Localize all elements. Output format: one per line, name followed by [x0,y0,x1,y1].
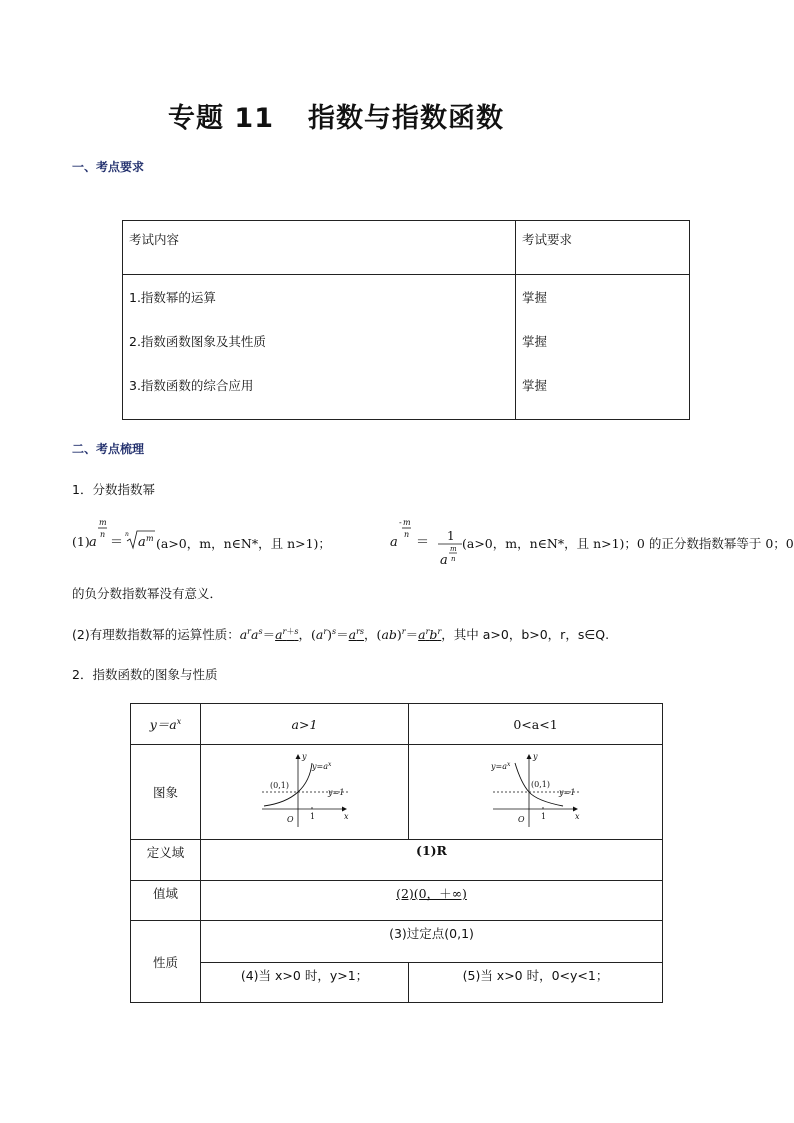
formula-condition-2: (a>0，m，n∈N*，且 n>1)；0 的正分数指数幂等于 0；0 [462,536,794,551]
graph-origin-label: O [517,815,525,824]
svg-text:a: a [138,535,146,550]
table-body-row [123,275,690,420]
formula-line-1-continued: 的负分数指数幂没有意义． [72,586,223,601]
header-function-label: y＝a [149,717,177,732]
property-increasing: (4)当 x>0 时，y>1； [201,963,409,1003]
formula-line-2: (2)有理数指数幂的运算性质：$a^ra^s=a^{r+s}$，$(a^r)^s=a^{rs}$，$(ab)^r=a^rb^r$，其中 a>0，b>0，r，s∈Q. [72,626,610,642]
row-label-range: 值域 [131,881,201,921]
formula-line-1 [72,516,794,568]
graph-curve-exp: x [327,761,331,768]
domain-row [131,840,663,881]
section-heading-summary: 二、考点梳理 [72,442,145,456]
formula-label-2: (2)有理数指数幂的运算性质： [72,627,240,642]
svg-text:＝: ＝ [110,535,124,550]
range-row [131,881,663,921]
case-a-lt-1-label: 0<a<1 [513,716,558,732]
requirement-item: 掌握 [522,290,548,305]
graph-curve-label [311,761,332,771]
svg-text:m: m [99,518,107,527]
graph-curve-base: y=a [311,762,328,771]
case-a-gt-1-label: a>1 [291,716,318,732]
range-value [201,881,663,921]
graph-one-label: 1 [540,812,546,821]
svg-text:a: a [89,535,97,550]
title-number: 11 [234,103,274,134]
formula-negative-power [390,516,470,568]
section-heading-requirements: 一、考点要求 [72,160,145,174]
requirement-item: 掌握 [522,334,548,349]
svg-text:a: a [440,553,448,568]
graph-cell-decreasing [409,745,663,840]
property-decreasing: (5)当 x>0 时，0<y<1； [409,963,663,1003]
row-label-graph: 图象 [131,745,201,840]
svg-text:n: n [451,555,456,563]
properties-detail-row [131,963,663,1003]
header-case-a-lt-1 [409,704,663,745]
title-prefix: 专题 [168,103,224,134]
svg-text:＝: ＝ [416,535,430,550]
graph-y-label: y [532,753,538,761]
svg-text:m: m [450,545,457,553]
requirement-item: 掌握 [522,378,548,393]
graph-curve-base: y=a [490,762,507,771]
title-name: 指数与指数函数 [307,103,504,134]
header-function [131,704,201,745]
content-item: 1.指数幂的运算 [129,290,216,305]
content-item: 2.指数函数图象及其性质 [129,334,266,349]
graph-one-label: 1 [309,812,315,821]
graph-point-label: (0,1) [530,780,550,789]
requirement-cell [516,275,690,420]
svg-text:m: m [403,518,411,527]
content-item: 3.指数函数的综合应用 [129,378,254,393]
header-case-a-gt-1 [201,704,409,745]
svg-text:1: 1 [447,529,455,543]
requirements-table [122,220,690,420]
properties-row [131,921,663,963]
row-label-domain: 定义域 [131,840,201,881]
graph-cell-increasing [201,745,409,840]
topic-heading-exponential-function: 2．指数函数的图象与性质 [72,667,218,682]
graph-curve-exp: x [506,761,510,768]
range-value-text: (2)(0，＋∞) [396,886,467,901]
formula-condition-3: ，其中 a>0，b>0，r，s∈Q. [441,627,610,642]
page-title [168,96,504,135]
svg-text:n: n [404,530,410,539]
header-requirement: 考试要求 [516,221,690,275]
graph-hline-label: y=1 [327,788,344,797]
exp-function-table [130,703,663,1003]
graph-hline-label: y=1 [558,788,575,797]
content-cell [123,275,516,420]
graph-x-label: x [574,812,580,821]
topic-heading-fractional-power: 1．分数指数幂 [72,482,155,497]
graph-curve-label [491,761,511,771]
row-label-properties: 性质 [131,921,201,1003]
svg-text:n: n [125,531,129,538]
svg-text:n: n [100,530,106,539]
svg-text:a: a [390,535,398,550]
svg-text:m: m [146,534,154,543]
decreasing-exp-graph [491,753,581,831]
graph-origin-label: O [286,815,294,824]
formula-label-1: (1) [72,534,90,549]
property-fixed-point: (3)过定点(0,1) [201,921,663,963]
increasing-exp-graph [260,753,350,831]
graph-point-label: (0,1) [269,781,289,790]
domain-value: (1)R [201,840,663,881]
formula-condition-1: (a>0，m，n∈N*，且 n>1)； [156,536,331,551]
svg-text:-: - [399,518,402,527]
graph-y-label: y [301,753,307,761]
header-function-exp: x [176,716,182,726]
table-header-row [123,221,690,275]
graph-x-label: x [343,812,349,821]
graph-row [131,745,663,840]
table-header-row [131,704,663,745]
header-content: 考试内容 [123,221,516,275]
